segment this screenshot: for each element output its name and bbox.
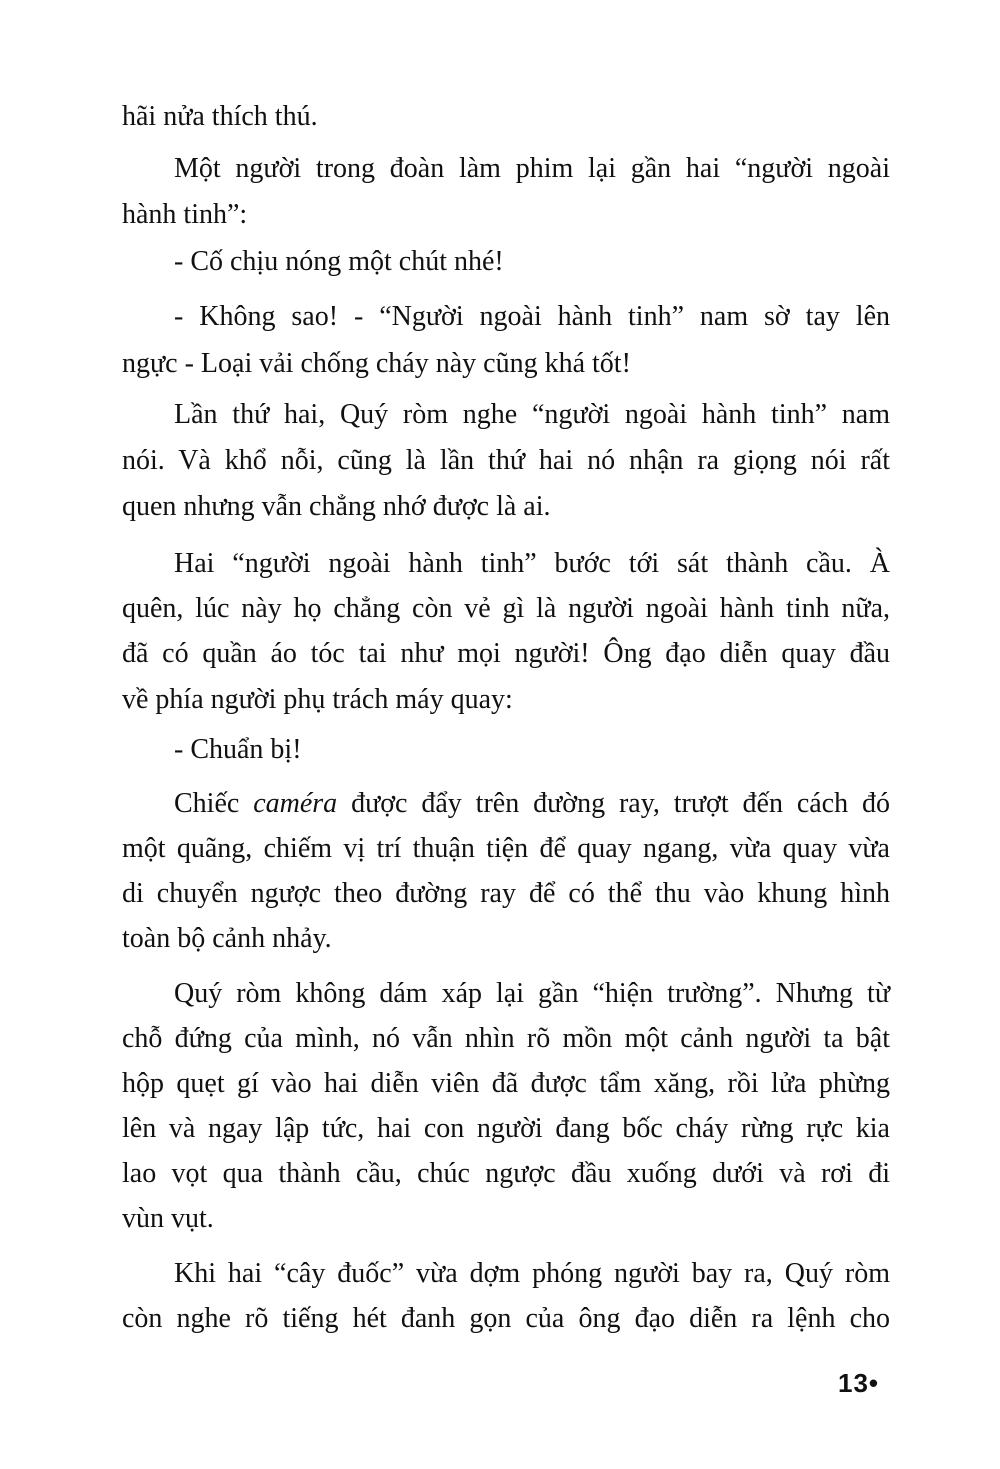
text-line xyxy=(122,922,890,956)
text-line xyxy=(174,398,890,432)
text-line xyxy=(122,1022,890,1056)
text-line xyxy=(122,683,890,717)
text-line xyxy=(122,1112,890,1146)
italic-word: caméra xyxy=(253,788,338,819)
text-line xyxy=(174,547,890,581)
line-text: Một người trong đoàn làm phim lại gần hai “người ngoài xyxy=(174,153,890,184)
line-text: chỗ đứng của mình, nó vẫn nhìn rõ mồn một cảnh người ta bật xyxy=(122,1023,890,1054)
line-text: lên và ngay lập tức, hai con người đang bốc cháy rừng rực kia xyxy=(122,1113,890,1144)
line-text: về phía người phụ trách máy quay: xyxy=(122,684,513,715)
line-text: Hai “người ngoài hành tinh” bước tới sát thành cầu. À xyxy=(174,548,890,579)
text-line xyxy=(122,832,890,866)
text-line xyxy=(174,733,890,767)
text-line xyxy=(122,592,890,626)
line-text: hành tinh”: xyxy=(122,199,248,230)
line-text: lao vọt qua thành cầu, chúc ngược đầu xuống dưới và rơi đi xyxy=(122,1158,890,1189)
line-text: toàn bộ cảnh nhảy. xyxy=(122,923,332,954)
text-line xyxy=(122,1157,890,1191)
text-line xyxy=(122,1202,890,1236)
line-text: hãi nửa thích thú. xyxy=(122,101,318,132)
text-line xyxy=(174,152,890,186)
text-line xyxy=(122,637,890,671)
line-text: quên, lúc này họ chẳng còn vẻ gì là người ngoài hành tinh nữa, xyxy=(122,593,890,624)
text-line xyxy=(122,100,890,134)
line-text: Khi hai “cây đuốc” vừa dợm phóng người bay ra, Quý ròm xyxy=(174,1258,890,1289)
text-line xyxy=(122,198,890,232)
line-text: ngực - Loại vải chống cháy này cũng khá tốt! xyxy=(122,348,631,379)
line-text: Quý ròm không dám xáp lại gần “hiện trường”. Nhưng từ xyxy=(174,978,890,1009)
line-text: vùn vụt. xyxy=(122,1203,214,1234)
text-line xyxy=(174,300,890,334)
line-text: một quãng, chiếm vị trí thuận tiện để quay ngang, vừa quay vừa xyxy=(122,833,890,864)
text-line xyxy=(174,977,890,1011)
text-line xyxy=(122,1302,890,1336)
line-text: - Cố chịu nóng một chút nhé! xyxy=(174,246,504,277)
line-text: hộp quẹt gí vào hai diễn viên đã được tẩm xăng, rồi lửa phừng xyxy=(122,1068,890,1099)
line-text: - Chuẩn bị! xyxy=(174,734,302,765)
line-text: được đẩy trên đường ray, trượt đến cách đó xyxy=(337,788,890,819)
line-text: đã có quần áo tóc tai như mọi người! Ông đạo diễn quay đầu xyxy=(122,638,890,669)
text-line xyxy=(122,490,890,524)
line-text: Lần thứ hai, Quý ròm nghe “người ngoài hành tinh” nam xyxy=(174,399,890,430)
line-text: còn nghe rõ tiếng hét đanh gọn của ông đạo diễn ra lệnh cho xyxy=(122,1303,890,1334)
text-line xyxy=(122,1067,890,1101)
text-line xyxy=(122,347,890,381)
line-text: Chiếc xyxy=(174,788,254,819)
text-line xyxy=(122,877,890,911)
text-line xyxy=(174,1257,890,1291)
line-text: di chuyển ngược theo đường ray để có thể thu vào khung hình xyxy=(122,878,890,909)
text-line xyxy=(122,444,890,478)
text-line xyxy=(174,245,890,279)
text-line xyxy=(174,787,890,821)
line-text: - Không sao! - “Người ngoài hành tinh” nam sờ tay lên xyxy=(174,301,890,332)
page-number: 13• xyxy=(838,1368,880,1398)
line-text: nói. Và khổ nỗi, cũng là lần thứ hai nó nhận ra giọng nói rất xyxy=(122,445,890,476)
line-text: quen nhưng vẫn chẳng nhớ được là ai. xyxy=(122,491,551,522)
